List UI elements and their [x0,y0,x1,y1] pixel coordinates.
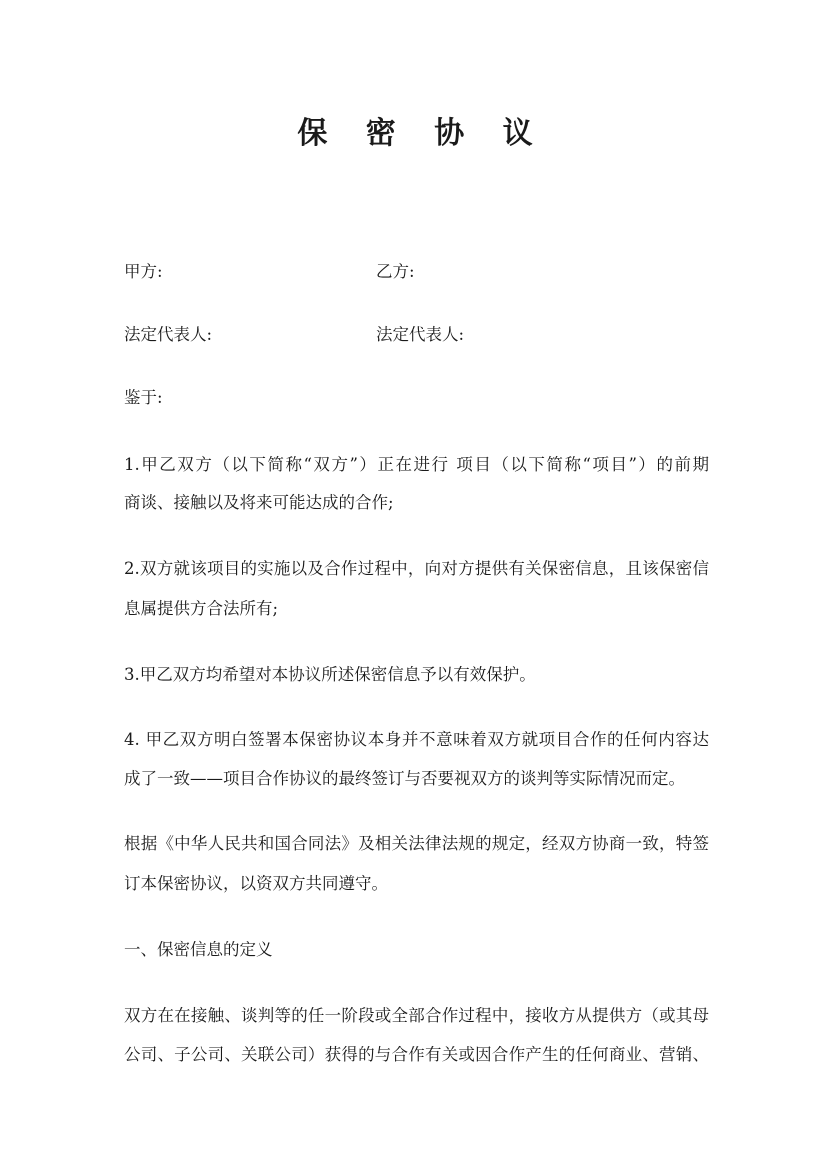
paragraph-line: 2.双方就该项目的实施以及合作过程中，向对方提供有关保密信息，且该保密信 [124,559,709,578]
representative-b-label: 法定代表人: [376,325,465,344]
paragraph-line: 根据《中华人民共和国合同法》及相关法律法规的规定，经双方协商一致，特签 [124,834,709,853]
party-a-label: 甲方: [124,262,163,281]
paragraph-line: 3.甲乙双方均希望对本协议所述保密信息予以有效保护。 [124,665,536,684]
paragraph-line: 息属提供方合法所有; [124,599,279,618]
document-title: 保 密 协 议 [297,116,547,151]
paragraph-line: 4. 甲乙双方明白签署本保密协议本身并不意味着双方就项目合作的任何内容达 [124,730,709,749]
representative-a-label: 法定代表人: [124,325,213,344]
whereas-label: 鉴于: [124,388,163,407]
party-b-label: 乙方: [376,262,415,281]
paragraph-line: 1.甲乙双方（以下简称“双方”）正在进行 项目（以下简称“项目”）的前期 [124,455,709,474]
paragraph-line: 双方在在接触、谈判等的任一阶段或全部合作过程中，接收方从提供方（或其母 [124,1006,709,1025]
section-heading: 一、保密信息的定义 [124,940,273,959]
paragraph-line: 公司、子公司、关联公司）获得的与合作有关或因合作产生的任何商业、营销、 [124,1045,709,1064]
paragraph-line: 订本保密协议，以资双方共同遵守。 [124,874,388,893]
paragraph-line: 商谈、接触以及将来可能达成的合作; [124,493,394,512]
paragraph-line: 成了一致——项目合作协议的最终签订与否要视双方的谈判等实际情况而定。 [124,769,685,788]
